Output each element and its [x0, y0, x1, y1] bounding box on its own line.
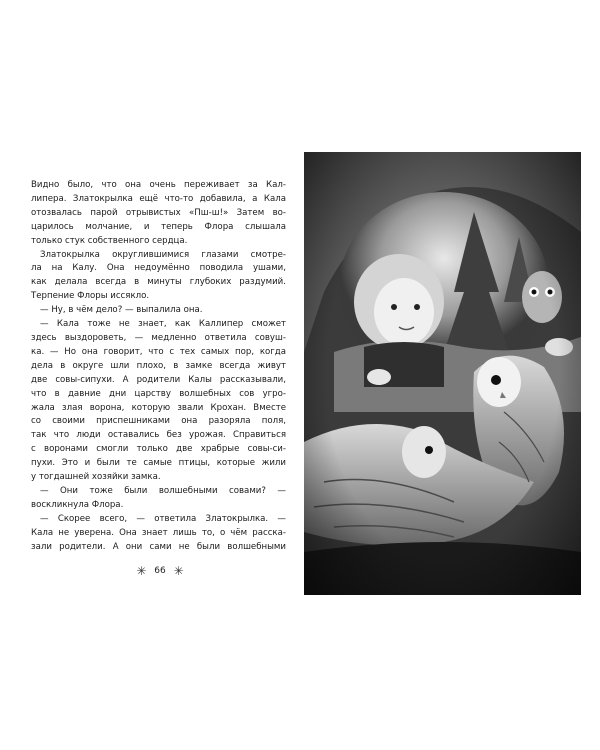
text-line: жала злая ворона, которую звали Крохан. Вместе [31, 402, 286, 413]
text-line: воскликнула Флора. [31, 499, 124, 510]
text-line: — Ну, в чём дело? — выпалила она. [40, 305, 203, 316]
text-line: зали родители. А они сами не были волшебными [31, 541, 286, 552]
text-line: Златокрылка округлившимися глазами смотре- [40, 249, 286, 260]
text-line: Терпение Флоры иссякло. [31, 291, 150, 302]
text-line: две совы-сипухи. А родители Калы рассказывали, [31, 374, 286, 385]
paragraph-2 [31, 249, 286, 305]
text-line: Видно было, что она очень переживает за Кал- [31, 180, 286, 190]
page-number: 66 [154, 566, 166, 576]
paragraph-6 [31, 513, 286, 555]
page-text [31, 179, 286, 554]
text-line: — Кала тоже не знает, как Каллипер сможет [40, 319, 286, 330]
text-line: что в давние дни царству волшебных сов угро- [31, 388, 286, 399]
text-line: царилось молчание, и теперь Флора слышала [31, 221, 286, 232]
text-line: так что люди оставались без урожая. Справиться [31, 430, 286, 441]
paragraph-3 [31, 304, 286, 318]
text-line: со своими приспешниками она разоряла поля, [31, 416, 286, 427]
text-line: как делала всегда в минуты глубоких раздумий. [31, 277, 286, 288]
illustration-drawing [304, 152, 581, 595]
text-line: Кала не уверена. Она знает лишь то, о чём расска- [31, 527, 286, 538]
paragraph-1 [31, 179, 286, 249]
text-line: ка. — Но она говорит, что с тех самых пор, когда [31, 346, 286, 357]
page-folio [0, 564, 320, 578]
text-line: пухи. Это и были те самые птицы, которые жили [31, 458, 286, 469]
text-line: — Они тоже были волшебными совами? — [40, 485, 286, 496]
text-line: только стук собственного сердца. [31, 235, 188, 246]
text-line: у тогдашней хозяйки замка. [31, 472, 161, 483]
text-line: — Скорее всего, — ответила Златокрылка. — [40, 513, 286, 524]
text-line: здесь выздороветь, — медленно ответила совуш- [31, 332, 286, 343]
illustration-girl-and-owls [304, 152, 581, 595]
text-line: с воронами смогли только две храбрые совы-си- [31, 444, 286, 455]
text-line: ла на Калу. Она недоумённо поводила ушами, [31, 263, 286, 274]
paragraph-5 [31, 485, 286, 513]
ornament-star-icon: ✳ [136, 564, 147, 578]
paragraph-4 [31, 318, 286, 485]
text-line: дела в округе шли плохо, в замке всегда живут [31, 360, 286, 371]
ornament-star-icon: ✳ [173, 564, 184, 578]
text-line: липера. Златокрылка ещё что-то добавила, а Кала [31, 193, 286, 204]
text-line: отозвалась парой отрывистых «Пш-ш!» Затем во- [31, 207, 286, 218]
